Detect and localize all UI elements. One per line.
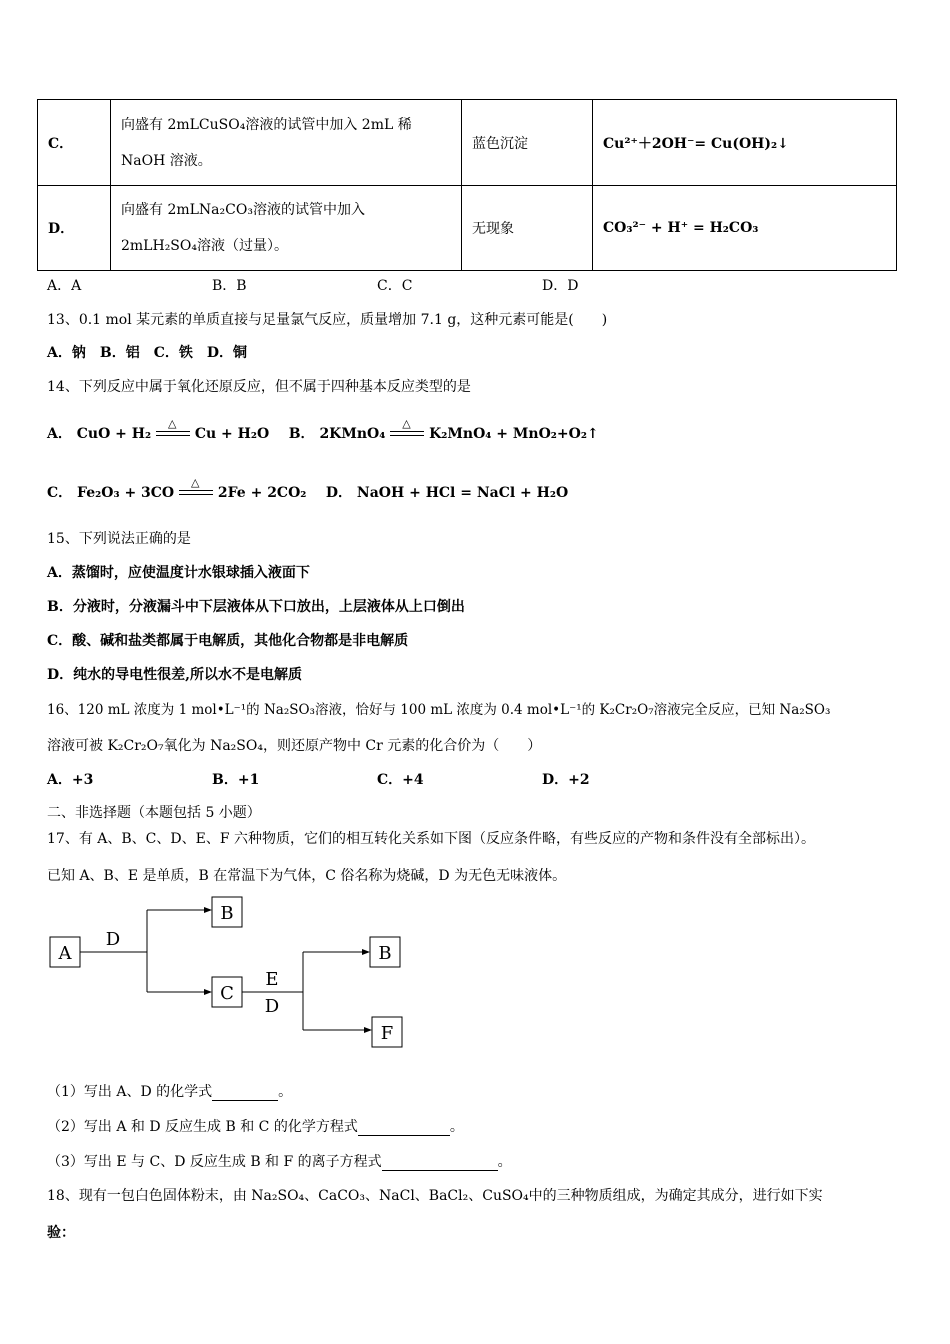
section-heading: 二、非选择题（本题包括 5 小题） (47, 805, 261, 821)
q17-sub-3 (47, 1151, 512, 1171)
q18-line-2: 验： (47, 1225, 75, 1241)
q16-option-d: D．+2 (542, 772, 590, 788)
answer-blank[interactable] (212, 1086, 278, 1101)
period: 。 (278, 1084, 293, 1100)
option-d-label: D． (325, 485, 353, 501)
q14-line-cd (47, 476, 569, 502)
q17-line-2: 已知 A、B、E 是单质，B 在常温下为气体，C 俗名称为烧碱，D 为无色无味液体。 (47, 868, 567, 884)
q12-row-c (38, 100, 897, 186)
operation-line-1: 向盛有 2mLNa₂CO₃溶液的试管中加入 (121, 202, 365, 218)
row-phenomenon: 蓝色沉淀 (462, 100, 593, 186)
q13-stem: 13、0.1 mol 某元素的单质直接与足量氯气反应，质量增加 7.1 g，这种元素可能是( ) (47, 312, 608, 328)
answer-blank[interactable] (358, 1121, 450, 1136)
q15-option-c: C．酸、碱和盐类都属于电解质，其他化合物都是非电解质 (47, 633, 409, 649)
q12-option-b: B．B (212, 278, 247, 294)
row-equation: Cu²⁺＋2OH⁻= Cu(OH)₂↓ (593, 100, 897, 186)
q17-diagram (45, 890, 415, 1055)
q18-line-1: 18、现有一包白色固体粉末，由 Na₂SO₄、CaCO₃、NaCl、BaCl₂、CuSO₄中的三种物质组成，为确定其成分，进行如下实 (47, 1188, 823, 1204)
heat-condition: △ (390, 427, 424, 441)
option-c-label: C． (47, 485, 73, 501)
label-e: E (265, 969, 279, 990)
operation-line-1: 向盛有 2mLCuSO₄溶液的试管中加入 2mL 稀 (121, 116, 412, 133)
q12-table (37, 99, 897, 271)
q15-option-d: D．纯水的导电性很差,所以水不是电解质 (47, 667, 303, 683)
label-d: D (105, 929, 121, 950)
q12-row-d (38, 186, 897, 271)
sub-question-text: （2）写出 A 和 D 反应生成 B 和 C 的化学方程式 (47, 1119, 358, 1135)
q13-options: A．钠 B．铝 C．铁 D．铜 (47, 345, 247, 361)
operation-line-2: 2mLH₂SO₄溶液（过量）。 (121, 238, 288, 254)
heat-condition: △ (156, 427, 190, 441)
option-a-right: Cu + H₂O (194, 426, 270, 442)
q15-option-b: B．分液时，分液漏斗中下层液体从下口放出，上层液体从上口倒出 (47, 599, 465, 615)
operation-line-2: NaOH 溶液。 (121, 152, 212, 169)
node-b-top: B (220, 903, 234, 924)
q16-line-2: 溶液可被 K₂Cr₂O₇氧化为 Na₂SO₄，则还原产物中 Cr 元素的化合价为（ ） (47, 738, 542, 754)
option-c-right: 2Fe + 2CO₂ (217, 485, 307, 501)
q16-option-c: C．+4 (377, 772, 424, 788)
q12-option-d: D．D (542, 278, 579, 294)
q14-stem: 14、下列反应中属于氧化还原反应，但不属于四种基本反应类型的是 (47, 379, 471, 395)
node-b-right: B (378, 943, 392, 964)
period: 。 (497, 1154, 512, 1170)
option-b-right: K₂MnO₄ + MnO₂+O₂↑ (429, 426, 599, 442)
q16-option-b: B．+1 (212, 772, 260, 788)
sub-question-text: （3）写出 E 与 C、D 反应生成 B 和 F 的离子方程式 (47, 1154, 382, 1170)
q12-option-c: C．C (377, 278, 413, 294)
q17-sub-2 (47, 1116, 464, 1136)
q17-line-1: 17、有 A、B、C、D、E、F 六种物质，它们的相互转化关系如下图（反应条件略，有些反应的产物和条件没有全部标出）。 (47, 831, 815, 847)
label-d2: D (264, 996, 280, 1017)
option-b-label: B． (288, 426, 315, 442)
q14-line-ab (47, 417, 599, 443)
q15-option-a: A．蒸馏时，应使温度计水银球插入液面下 (47, 565, 310, 581)
heat-condition: △ (179, 486, 213, 500)
q16-line-1: 16、120 mL 浓度为 1 mol•L⁻¹的 Na₂SO₃溶液，恰好与 100 mL 浓度为 0.4 mol•L⁻¹的 K₂Cr₂O₇溶液完全反应，已知 Na₂SO₃ (47, 702, 831, 718)
option-c-left: Fe₂O₃ + 3CO (77, 485, 175, 501)
sub-question-text: （1）写出 A、D 的化学式 (47, 1084, 213, 1100)
node-f: F (380, 1023, 394, 1044)
q12-option-a: A．A (47, 278, 82, 294)
q16-option-a: A．+3 (47, 772, 94, 788)
node-a: A (58, 943, 72, 964)
q17-sub-1 (47, 1081, 292, 1101)
period: 。 (449, 1119, 464, 1135)
option-a-left: CuO + H₂ (76, 426, 152, 442)
row-operation (111, 100, 462, 186)
row-equation: CO₃²⁻ + H⁺ = H₂CO₃ (593, 186, 897, 271)
node-c: C (220, 983, 234, 1004)
answer-blank[interactable] (382, 1156, 498, 1171)
row-label: D． (38, 186, 111, 271)
option-a-label: A． (47, 426, 72, 442)
option-b-left: 2KMnO₄ (319, 426, 386, 442)
row-phenomenon: 无现象 (462, 186, 593, 271)
row-label: C． (38, 100, 111, 186)
row-operation (111, 186, 462, 271)
q15-stem: 15、下列说法正确的是 (47, 531, 191, 547)
option-d-equation: NaOH + HCl = NaCl + H₂O (356, 485, 569, 501)
